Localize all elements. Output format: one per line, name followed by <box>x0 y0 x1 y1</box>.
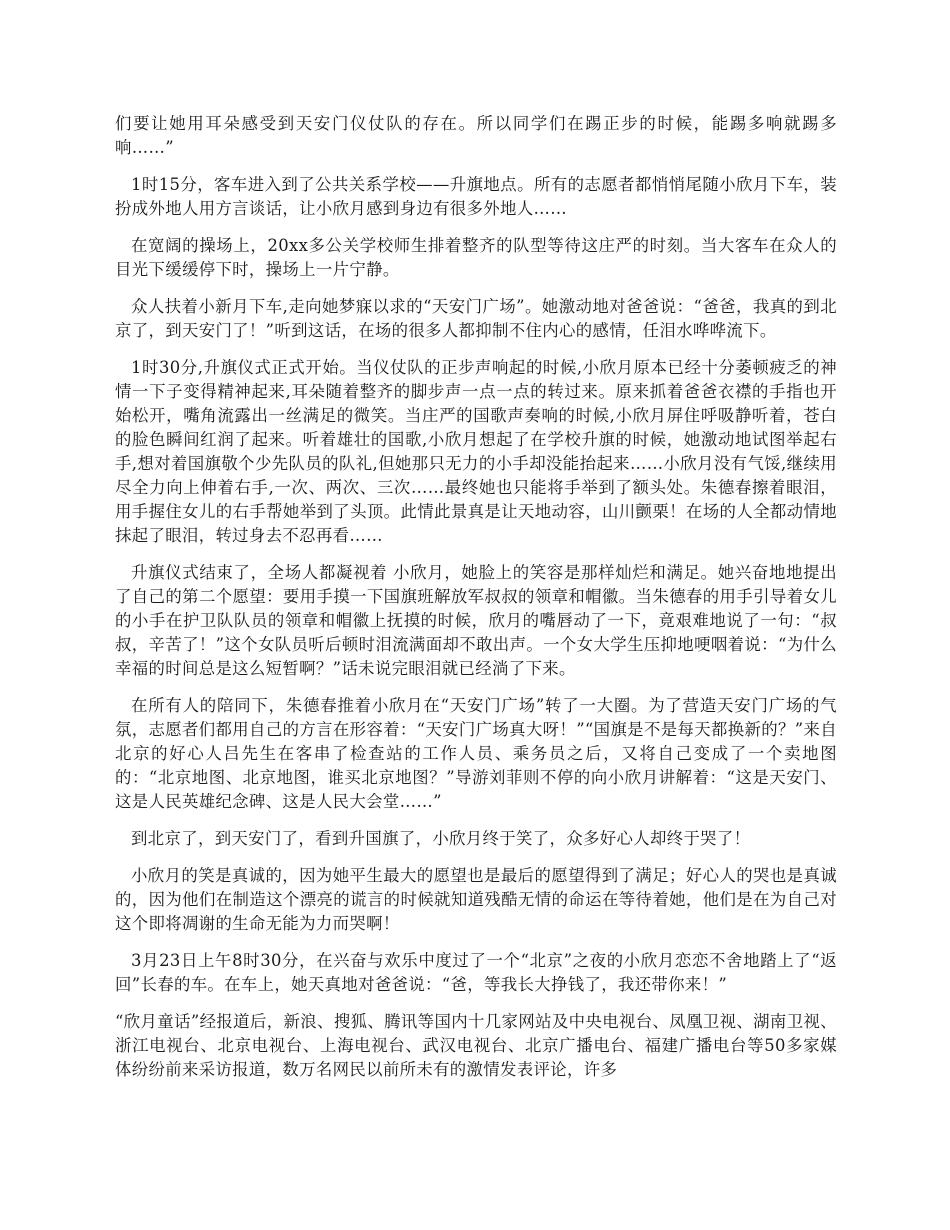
paragraph-11: “欣月童话”经报道后，新浪、搜狐、腾讯等国内十几家网站及中央电视台、凤凰卫视、湖南卫视、浙江电视台、北京电视台、上海电视台、武汉电视台、北京广播电台、福建广播电台等50多家媒体纷纷前来采访报道，数万名网民以前所未有的激情发表评论，许多 <box>115 1012 837 1079</box>
paragraph-10: 3月23日上午8时30分，在兴奋与欢乐中度过了一个“北京”之夜的小欣月恋恋不舍地踏上了“返回”长春的车。在车上，她天真地对爸爸说：“爸，等我长大挣钱了，我还带你来！” <box>115 951 837 994</box>
paragraph-2: 1时15分，客车进入到了公共关系学校——升旗地点。所有的志愿者都悄悄尾随小欣月下车，装扮成外地人用方言谈话，让小欣月感到身边有很多外地人…… <box>115 175 837 218</box>
paragraph-6: 升旗仪式结束了，全场人都凝视着 小欣月，她脸上的笑容是那样灿烂和满足。她兴奋地地提出了自己的第二个愿望：要用手摸一下国旗班解放军叔叔的领章和帽徽。当朱德春的用手引导着女儿的小手在护卫队队员的领章和帽徽上抚摸的时候，欣月的嘴唇动了一下，竟艰难地说了一句：“叔叔，辛苦了！”这个女队员听后顿时泪流满面却不敢出声。一个女大学生压抑地哽咽着说：“为什么幸福的时间总是这么短暂啊？”话未说完眼泪就已经淌了下来。 <box>115 563 837 678</box>
paragraph-7: 在所有人的陪同下，朱德春推着小欣月在“天安门广场”转了一大圈。为了营造天安门广场的气氛，志愿者们都用自己的方言在形容着：“天安门广场真大呀！”“国旗是不是每天都换新的？”来自北京的好心人吕先生在客串了检查站的工作人员、乘务员之后，又将自己变成了一个卖地图的：“北京地图、北京地图，谁买北京地图？”导游刘菲则不停的向小欣月讲解着：“这是天安门、这是人民英雄纪念碑、这是人民大会堂……” <box>115 696 837 811</box>
article-body <box>115 112 837 1095</box>
paragraph-1: 们要让她用耳朵感受到天安门仪仗队的存在。所以同学们在踢正步的时候，能踢多响就踢多响……” <box>115 114 837 157</box>
paragraph-4: 众人扶着小新月下车,走向她梦寐以求的“天安门广场”。她激动地对爸爸说：“爸爸，我真的到北京了，到天安门了！”听到这话，在场的很多人都抑制不住内心的感情，任泪水哗哗流下。 <box>115 297 837 340</box>
paragraph-8: 到北京了，到天安门了，看到升国旗了，小欣月终于笑了，众多好心人却终于哭了！ <box>131 829 751 848</box>
paragraph-3: 在宽阔的操场上，20xx多公关学校师生排着整齐的队型等待这庄严的时刻。当大客车在众人的目光下缓缓停下时，操场上一片宁静。 <box>115 236 837 279</box>
paragraph-9: 小欣月的笑是真诚的，因为她平生最大的愿望也是最后的愿望得到了满足；好心人的哭也是真诚的，因为他们在制造这个漂亮的谎言的时候就知道残酷无情的命运在等待着她，他们是在为自己对这个即将凋谢的生命无能为力而哭啊！ <box>115 866 837 933</box>
paragraph-5: 1时30分,升旗仪式正式开始。当仪仗队的正步声响起的时候,小欣月原本已经十分萎顿疲乏的神情一下子变得精神起来,耳朵随着整齐的脚步声一点一点的转过来。原来抓着爸爸衣襟的手指也开始松开，嘴角流露出一丝满足的微笑。当庄严的国歌声奏响的时候,小欣月屏住呼吸静听着，苍白的脸色瞬间红润了起来。听着雄壮的国歌,小欣月想起了在学校升旗的时候，她激动地试图举起右手,想对着国旗敬个少先队员的队礼,但她那只无力的小手却没能抬起来……小欣月没有气馁,继续用尽全力向上伸着右手,一次、两次、三次……最终她也只能将手举到了额头处。朱德春擦着眼泪，用手握住女儿的右手帮她举到了头顶。此情此景真是让天地动容，山川颤栗！在场的人全都动情地抹起了眼泪，转过身去不忍再看…… <box>115 358 837 545</box>
